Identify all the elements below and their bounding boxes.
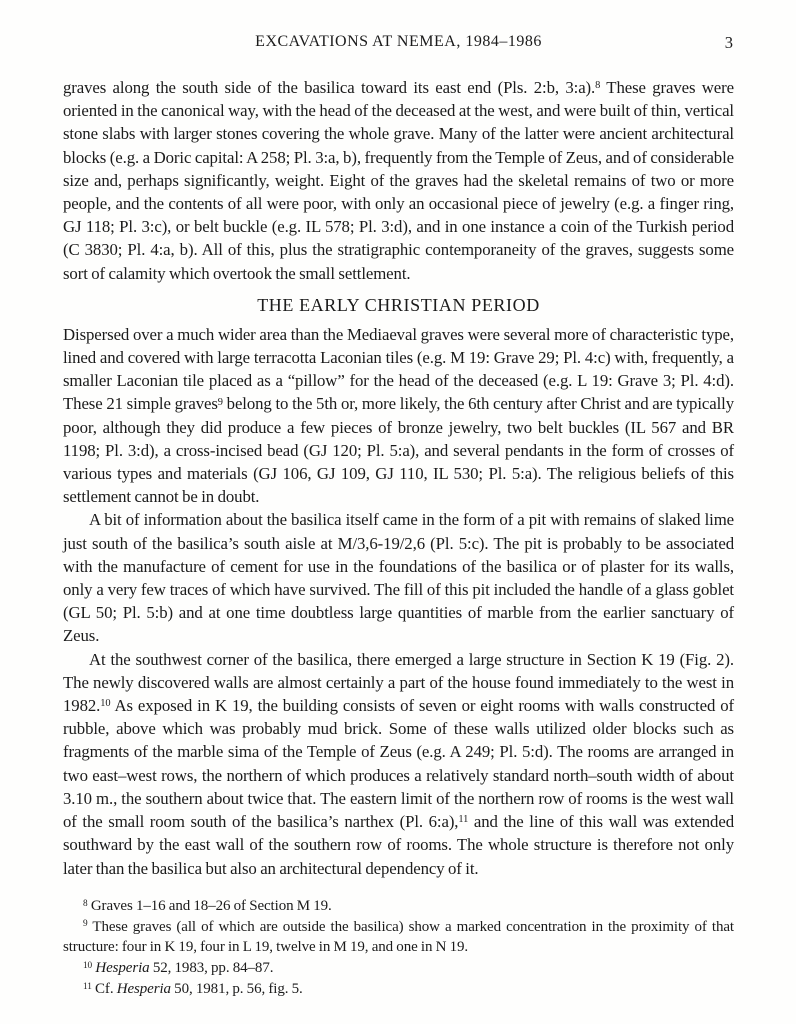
footnote-journal-title: Hesperia <box>95 960 150 977</box>
running-head: EXCAVATIONS AT NEMEA, 1984–1986 <box>255 33 542 50</box>
footnote-11 <box>63 979 734 1000</box>
footnote-ref-10: 10 <box>100 698 111 710</box>
article-body <box>63 76 734 880</box>
paragraph-text: At the southwest corner of the basilica, there emerged a large structure in Section K 19 (Fig. 2). The newly discovered walls are almost certainly a part of the house found immediately to the west in 1982. <box>63 649 734 716</box>
paragraph <box>63 648 734 880</box>
footnote-text: 50, 1981, p. 56, fig. 5. <box>170 980 303 997</box>
section-heading: THE EARLY CHRISTIAN PERIOD <box>257 294 540 315</box>
footnote-marker: 8 <box>83 898 88 909</box>
paragraph-text: Dispersed over a much wider area than the Mediaeval graves were several more of characteristic type, lined and covered with large terracotta Laconian tiles (e.g. M 19: Grave 29; Pl. 4:c) with, frequently, a smaller Laconian tile placed as a “pillow” for the head of the deceased (e.g. L 19: Grave 3; Pl. 4:d). These 21 simple graves <box>63 324 734 414</box>
footnote-ref-11: 11 <box>458 814 469 826</box>
footnote-marker: 9 <box>83 919 88 930</box>
page-number: 3 <box>724 33 733 52</box>
paragraph <box>63 508 734 647</box>
paragraph-text: belong to the 5th or, more likely, the 6th century after Christ and are typically poor, although they did produce a few pieces of bronze jewelry, two belt buckles (IL 567 and BR 1198; Pl. 3:d), a cross-incised bead (GJ 120; Pl. 5:a), and several pendants in the form of crosses of various types and materials (GJ 106, GJ 109, GJ 110, IL 530; Pl. 5:a). The religious beliefs of this settlement cannot be in doubt. <box>63 394 735 507</box>
page-content <box>63 33 734 1000</box>
paragraph-text: As exposed in K 19, the building consists of seven or eight rooms with walls constructed of rubble, above which was probably mud brick. Some of these walls utilized older blocks such as fragments of the marble sima of the Temple of Zeus (e.g. A 249; Pl. 5:d). The rooms are arranged in two east–west rows, the northern of which produces a relatively standard north–south width of about 3.10 m., the southern about twice that. The eastern limit of the northern row of rooms is the west wall of the small room south of the basilica’s narthex (Pl. 6:a), <box>63 696 734 832</box>
paragraph <box>63 323 734 509</box>
footnotes-section <box>63 896 734 1000</box>
footnote-9 <box>63 917 734 959</box>
footnote-text: Cf. <box>91 980 117 997</box>
footnote-8 <box>63 896 734 917</box>
paragraph-text: A bit of information about the basilica itself came in the form of a pit with remains of slaked lime just south of the basilica’s south aisle at M/3,6-19/2,6 (Pl. 5:c). The pit is probably to be associated with the manufacture of cement for use in the foundations of the basilica or of plaster for its walls, only a very few traces of which have survived. The fill of this pit included the handle of a glass goblet (GL 50; Pl. 5:b) and at one time doubtless large quantities of marble from the earlier sanctuary of Zeus. <box>63 510 734 646</box>
footnote-text: These graves (all of which are outside the basilica) show a marked concentration in the proximity of that structure: four in K 19, four in L 19, twelve in M 19, and one in N 19. <box>63 918 734 956</box>
footnote-journal-title: Hesperia <box>116 980 171 997</box>
paragraph-text: These graves were oriented in the canonical way, with the head of the deceased at the west, and were built of thin, vertical stone slabs with larger stones covering the whole grave. Many of the latter were ancient architectural blocks (e.g. a Doric capital: A 258; Pl. 3:a, b), frequently from the Temple of Zeus, and of considerable size and, perhaps significantly, weight. Eight of the graves had the skeletal remains of two or more people, and the contents of all were poor, with only an occasional piece of jewelry (e.g. a finger ring, GJ 118; Pl. 3:c), or belt buckle (e.g. IL 578; Pl. 3:d), and in one instance a coin of the Turkish period (C 3830; Pl. 4:a, b). All of this, plus the stratigraphic contemporaneity of the graves, suggests some sort of calamity which overtook the small settlement. <box>63 78 734 283</box>
footnote-10 <box>63 958 734 979</box>
paragraph-text: graves along the south side of the basilica toward its east end (Pls. 2:b, 3:a). <box>63 78 596 97</box>
paragraph-continuation <box>63 76 734 285</box>
page-header <box>63 33 734 53</box>
paragraph-text: and the line of this wall was extended southward by the east wall of the southern row of rooms. The whole structure is therefore not only later than the basilica but also an architectural dependency of it. <box>63 812 734 878</box>
footnote-text: Graves 1–16 and 18–26 of Section M 19. <box>87 897 332 914</box>
footnote-marker: 11 <box>83 981 92 992</box>
footnote-ref-9: 9 <box>217 396 223 408</box>
footnote-ref-8: 8 <box>595 80 601 92</box>
footnote-text: 52, 1983, pp. 84–87. <box>149 960 274 977</box>
footnote-marker: 10 <box>83 960 93 971</box>
